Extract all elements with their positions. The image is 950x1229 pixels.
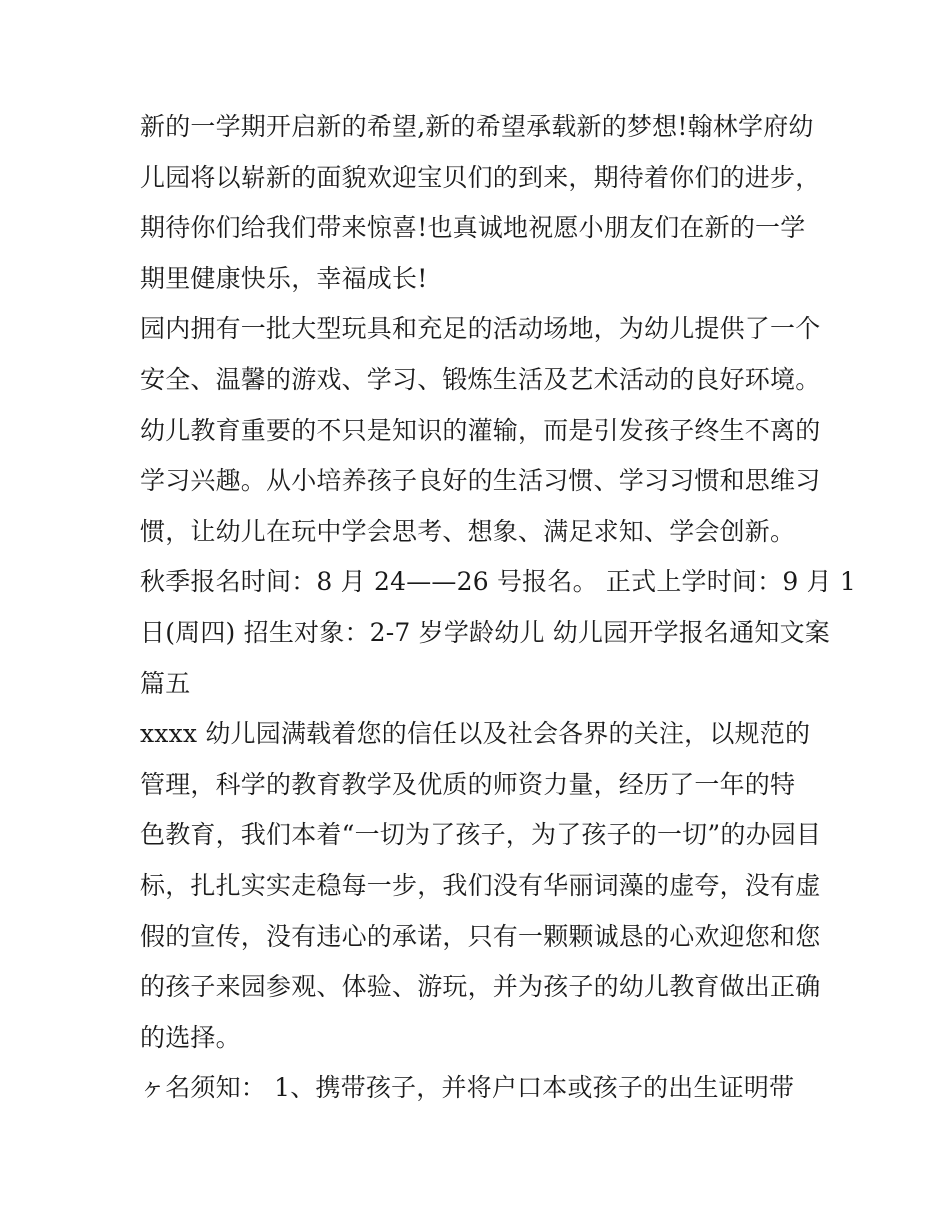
text-line: 日(周四) 招生对象：2-7 岁学龄幼儿 幼儿园开学报名通知文案 <box>140 617 831 647</box>
text-line: 儿园将以崭新的面貌欢迎宝贝们的到来，期待着你们的进步， <box>140 162 821 192</box>
text-line: 的孩子来园参观、体验、游玩，并为孩子的幼儿教育做出正确 <box>140 972 821 1002</box>
text-line: 色教育，我们本着“一切为了孩子，为了孩子的一切”的办园目 <box>140 820 822 850</box>
text-line: 管理，科学的教育教学及优质的师资力量，经历了一年的特 <box>140 769 796 799</box>
text-line: 期里健康快乐，幸福成长! <box>140 263 428 293</box>
text-line: 惯，让幼儿在玩中学会思考、想象、满足求知、学会创新。 <box>140 516 796 546</box>
text-line: 假的宣传，没有违心的承诺，只有一颗颗诚恳的心欢迎您和您 <box>140 921 821 951</box>
text-line: 安全、温馨的游戏、学习、锻炼生活及艺术活动的良好环境。 <box>140 364 821 394</box>
text-line: 期待你们给我们带来惊喜!也真诚地祝愿小朋友们在新的一学 <box>140 213 806 243</box>
text-line: 园内拥有一批大型玩具和充足的活动场地，为幼儿提供了一个 <box>140 314 821 344</box>
text-line: 标，扎扎实实走稳每一步，我们没有华丽词藻的虚夸，没有虚 <box>140 870 821 900</box>
text-line: 幼儿教育重要的不只是知识的灌输，而是引发孩子终生不离的 <box>140 415 821 445</box>
text-line: 新的一学期开启新的希望,新的希望承载新的梦想!翰林学府幼 <box>140 112 814 141</box>
text-line: ヶ名须知： 1、携带孩子，并将户口本或孩子的出生证明带 <box>140 1073 795 1103</box>
text-line: 秋季报名时间：8 月 24——26 号报名。 正式上学时间：9 月 1 <box>140 567 857 597</box>
text-line: 的选择。 <box>140 1022 241 1052</box>
body-text <box>140 102 857 1114</box>
text-line: xxxx 幼儿园满载着您的信任以及社会各界的关注，以规范的 <box>140 719 811 749</box>
text-line: 学习兴趣。从小培养孩子良好的生活习惯、学习习惯和思维习 <box>140 466 821 496</box>
section-heading: 篇五 <box>140 668 191 698</box>
